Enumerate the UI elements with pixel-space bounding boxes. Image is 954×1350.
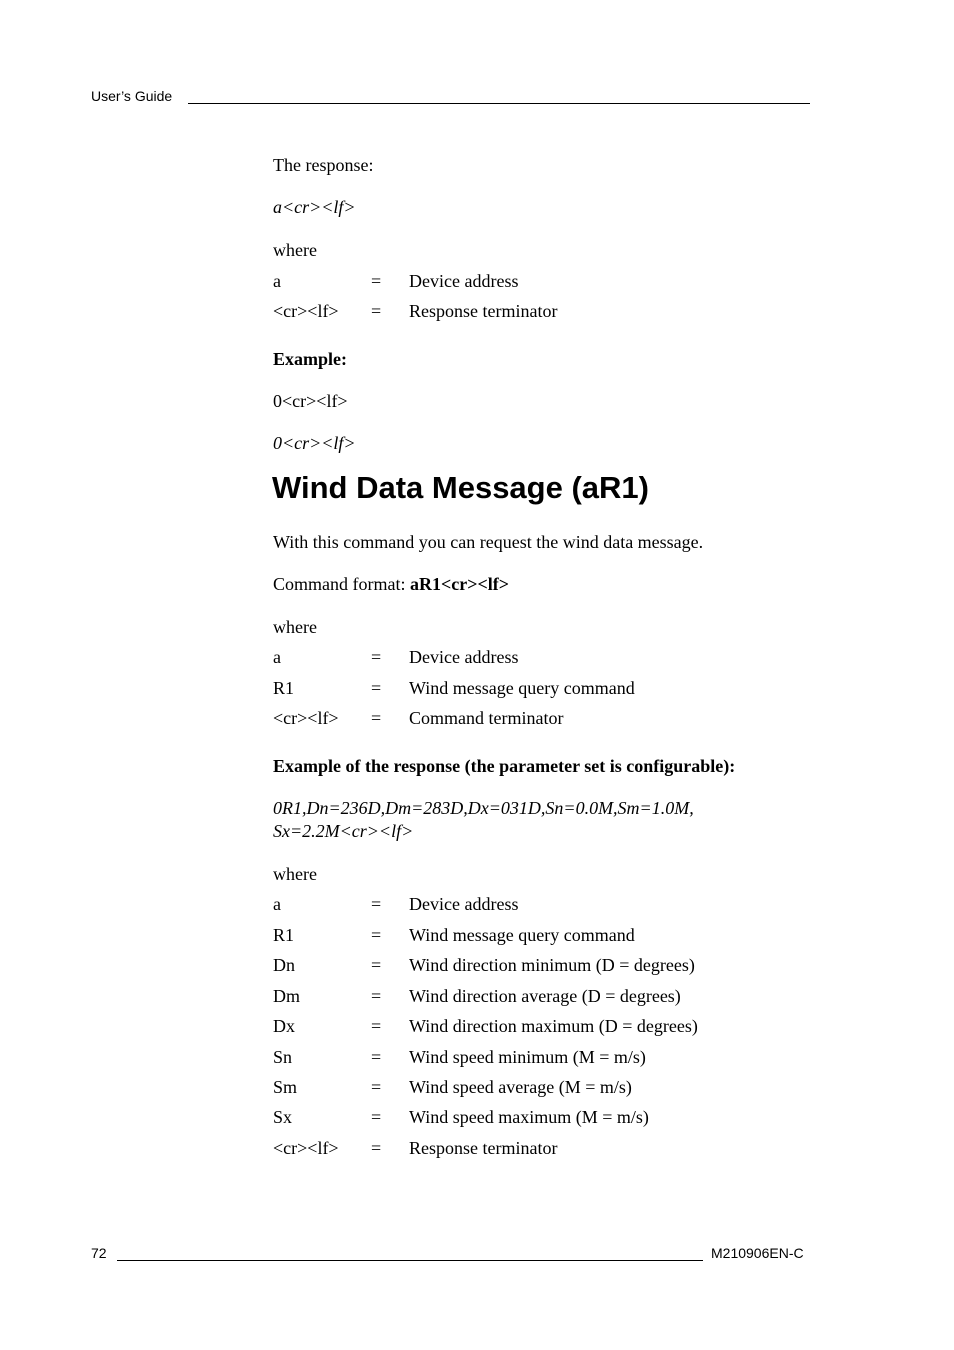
definition-description: Wind speed average (M = m/s) (409, 1077, 632, 1097)
definition-description: Wind direction minimum (D = degrees) (409, 955, 695, 975)
header-rule (188, 103, 810, 104)
equals-sign: = (371, 986, 382, 1006)
definition-term: Sn (273, 1047, 293, 1067)
definition-description: Wind speed minimum (M = m/s) (409, 1047, 646, 1067)
equals-sign: = (371, 925, 382, 945)
command-format (273, 573, 509, 595)
response-example-line: Sx=2.2M<cr><lf> (273, 821, 414, 841)
equals-sign: = (371, 301, 382, 321)
section-intro: With this command you can request the wind data message. (273, 532, 704, 552)
equals-sign: = (371, 271, 382, 291)
definition-description: Device address (409, 271, 519, 291)
where-label: where (273, 864, 317, 884)
definition-term: Sx (273, 1107, 293, 1127)
where-label: where (273, 617, 317, 637)
response-format: a<cr><lf> (273, 197, 356, 217)
definition-description: Response terminator (409, 301, 558, 321)
equals-sign: = (371, 678, 382, 698)
definition-term: Dx (273, 1016, 295, 1036)
definition-term: a (273, 271, 281, 291)
equals-sign: = (371, 647, 382, 667)
definition-description: Wind speed maximum (M = m/s) (409, 1107, 649, 1127)
definition-term: a (273, 894, 281, 914)
command-format-value: aR1<cr><lf> (409, 574, 509, 594)
equals-sign: = (371, 1107, 382, 1127)
definition-description: Command terminator (409, 708, 564, 728)
definition-term: <cr><lf> (273, 301, 339, 321)
definition-description: Response terminator (409, 1138, 558, 1158)
definition-term: <cr><lf> (273, 708, 339, 728)
where-label: where (273, 240, 317, 260)
definition-term: <cr><lf> (273, 1138, 339, 1158)
definition-term: R1 (273, 678, 295, 698)
response-intro: The response: (273, 155, 374, 175)
definition-description: Wind message query command (409, 678, 635, 698)
equals-sign: = (371, 708, 382, 728)
definition-term: a (273, 647, 281, 667)
definition-description: Wind direction maximum (D = degrees) (409, 1016, 698, 1036)
running-header: User’s Guide (91, 88, 173, 104)
equals-sign: = (371, 1016, 382, 1036)
command-format-label: Command format: (273, 574, 410, 594)
definition-description: Wind message query command (409, 925, 635, 945)
definition-description: Device address (409, 894, 519, 914)
equals-sign: = (371, 1077, 382, 1097)
definition-description: Wind direction average (D = degrees) (409, 986, 681, 1006)
example-label: Example: (273, 349, 347, 369)
equals-sign: = (371, 1047, 382, 1067)
equals-sign: = (371, 894, 382, 914)
definition-description: Device address (409, 647, 519, 667)
footer-rule (117, 1260, 703, 1261)
document-id: M210906EN-C (711, 1245, 804, 1261)
response-example-line: 0R1,Dn=236D,Dm=283D,Dx=031D,Sn=0.0M,Sm=1.0M, (273, 798, 694, 818)
equals-sign: = (371, 955, 382, 975)
definition-term: Dm (273, 986, 300, 1006)
equals-sign: = (371, 1138, 382, 1158)
definition-term: Dn (273, 955, 295, 975)
definition-term: Sm (273, 1077, 298, 1097)
section-title: Wind Data Message (aR1) (272, 470, 649, 505)
example-command: 0<cr><lf> (273, 391, 348, 411)
example-response: 0<cr><lf> (273, 433, 356, 453)
page-number: 72 (91, 1245, 107, 1261)
response-example-label: Example of the response (the parameter set is configurable): (273, 756, 736, 776)
definition-term: R1 (273, 925, 295, 945)
